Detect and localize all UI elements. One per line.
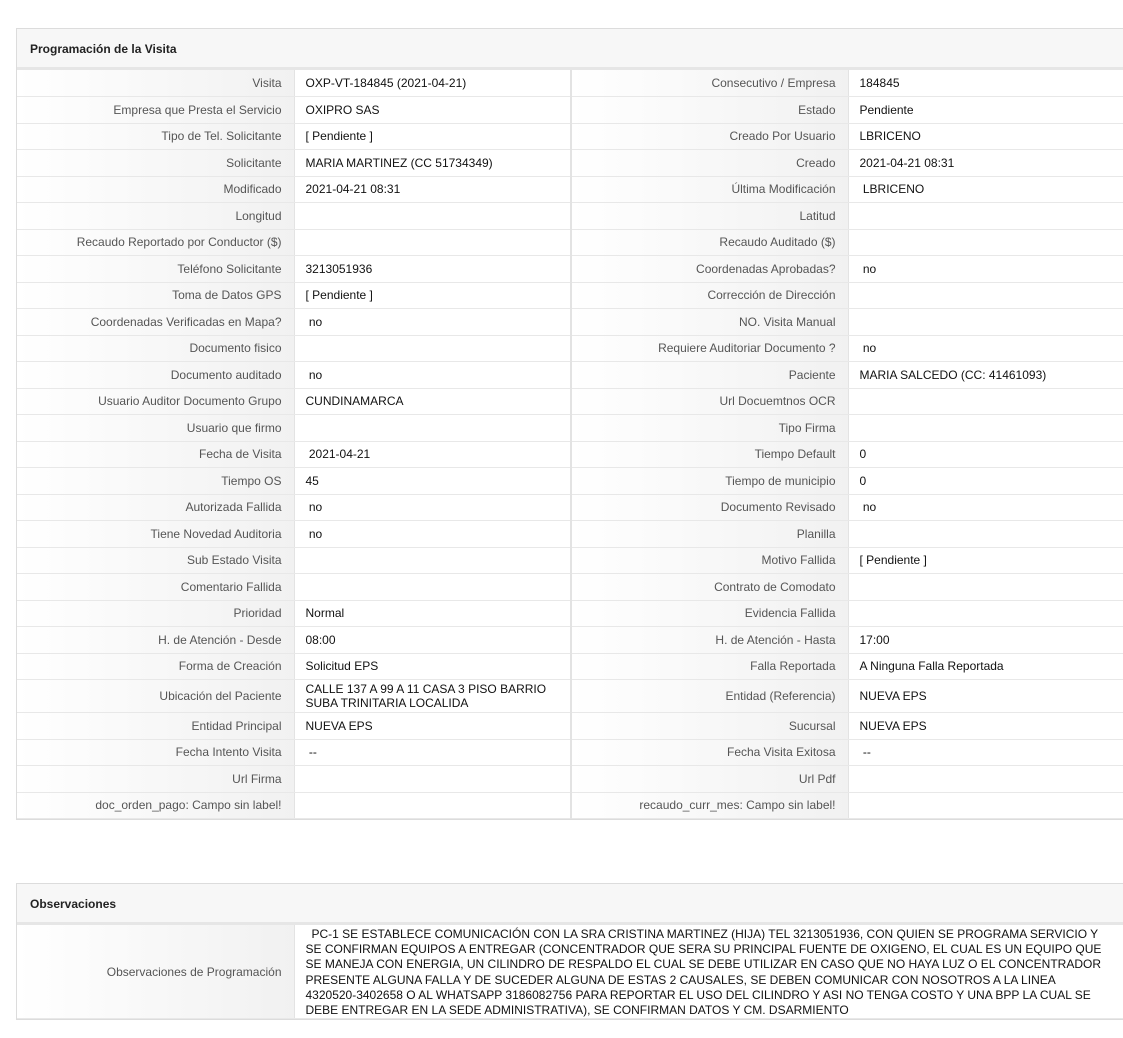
field-label: Motivo Fallida: [571, 547, 848, 574]
field-label: Corrección de Dirección: [571, 282, 848, 309]
field-row: [17, 653, 1123, 680]
field-value: [294, 547, 571, 574]
field-label: Fecha Visita Exitosa: [571, 739, 848, 766]
field-label: Estado: [571, 97, 848, 124]
field-label: Prioridad: [17, 600, 294, 627]
field-row: [17, 282, 1123, 309]
field-value: [848, 282, 1123, 309]
field-value: 0: [848, 441, 1123, 468]
field-label: Usuario que firmo: [17, 415, 294, 442]
field-value: [848, 229, 1123, 256]
field-label: Recaudo Reportado por Conductor ($): [17, 229, 294, 256]
field-label: Modificado: [17, 176, 294, 203]
field-row: [17, 309, 1123, 336]
field-label: Url Pdf: [571, 766, 848, 793]
field-label: Sucursal: [571, 713, 848, 740]
field-label: Forma de Creación: [17, 653, 294, 680]
field-value: no: [848, 335, 1123, 362]
field-label: Usuario Auditor Documento Grupo: [17, 388, 294, 415]
field-label: Tiempo OS: [17, 468, 294, 495]
field-value: [ Pendiente ]: [848, 547, 1123, 574]
field-value: [294, 574, 571, 601]
field-row: [17, 176, 1123, 203]
field-label: Entidad Principal: [17, 713, 294, 740]
field-row: [17, 680, 1123, 713]
field-label: doc_orden_pago: Campo sin label!: [17, 792, 294, 819]
field-value: no: [294, 521, 571, 548]
field-row: [17, 600, 1123, 627]
field-row: [17, 547, 1123, 574]
field-label: Documento auditado: [17, 362, 294, 389]
field-value: LBRICENO: [848, 123, 1123, 150]
field-value: CALLE 137 A 99 A 11 CASA 3 PISO BARRIO SUBA TRINITARIA LOCALIDA: [294, 680, 571, 713]
field-label: Latitud: [571, 203, 848, 230]
field-value: [294, 415, 571, 442]
field-label: Recaudo Auditado ($): [571, 229, 848, 256]
field-row: [17, 574, 1123, 601]
observaciones-label: Observaciones de Programación: [17, 925, 294, 1019]
field-label: Tiene Novedad Auditoria: [17, 521, 294, 548]
field-label: Coordenadas Aprobadas?: [571, 256, 848, 283]
field-row: [17, 335, 1123, 362]
field-row: [17, 521, 1123, 548]
field-value: 17:00: [848, 627, 1123, 654]
field-label: Comentario Fallida: [17, 574, 294, 601]
programacion-table: [17, 70, 1123, 819]
field-label: H. de Atención - Desde: [17, 627, 294, 654]
field-label: Tiempo de municipio: [571, 468, 848, 495]
field-label: Empresa que Presta el Servicio: [17, 97, 294, 124]
field-label: recaudo_curr_mes: Campo sin label!: [571, 792, 848, 819]
field-value: Solicitud EPS: [294, 653, 571, 680]
field-label: Falla Reportada: [571, 653, 848, 680]
observaciones-table: [17, 925, 1123, 1019]
programacion-panel: [16, 28, 1123, 820]
field-label: Toma de Datos GPS: [17, 282, 294, 309]
field-label: Planilla: [571, 521, 848, 548]
field-label: Tipo de Tel. Solicitante: [17, 123, 294, 150]
field-value: [848, 521, 1123, 548]
field-label: Ubicación del Paciente: [17, 680, 294, 713]
field-label: Longitud: [17, 203, 294, 230]
field-row: [17, 150, 1123, 177]
field-label: Creado Por Usuario: [571, 123, 848, 150]
field-value: LBRICENO: [848, 176, 1123, 203]
field-label: Evidencia Fallida: [571, 600, 848, 627]
field-value: --: [294, 739, 571, 766]
observaciones-value: [294, 925, 1123, 1019]
field-value: Pendiente: [848, 97, 1123, 124]
field-value: NUEVA EPS: [848, 713, 1123, 740]
field-label: Teléfono Solicitante: [17, 256, 294, 283]
field-label: Coordenadas Verificadas en Mapa?: [17, 309, 294, 336]
field-row: [17, 415, 1123, 442]
field-value: no: [848, 494, 1123, 521]
field-value: [848, 792, 1123, 819]
field-value: --: [848, 739, 1123, 766]
field-value: 184845: [848, 70, 1123, 97]
field-value: NUEVA EPS: [294, 713, 571, 740]
field-value: 2021-04-21: [294, 441, 571, 468]
observaciones-panel: [16, 883, 1123, 1020]
field-label: Tiempo Default: [571, 441, 848, 468]
field-label: Paciente: [571, 362, 848, 389]
field-value: Normal: [294, 600, 571, 627]
field-label: Creado: [571, 150, 848, 177]
field-value: [848, 600, 1123, 627]
observaciones-title: Observaciones: [17, 884, 1123, 925]
field-value: OXP-VT-184845 (2021-04-21): [294, 70, 571, 97]
field-label: Documento Revisado: [571, 494, 848, 521]
field-label: Requiere Auditoriar Documento ?: [571, 335, 848, 362]
field-label: Visita: [17, 70, 294, 97]
field-value: 2021-04-21 08:31: [294, 176, 571, 203]
field-value: 45: [294, 468, 571, 495]
field-value: [294, 229, 571, 256]
field-row: [17, 627, 1123, 654]
field-value: [294, 203, 571, 230]
field-value: [848, 203, 1123, 230]
field-label: Documento fisico: [17, 335, 294, 362]
field-row: [17, 388, 1123, 415]
field-label: Contrato de Comodato: [571, 574, 848, 601]
field-value: NUEVA EPS: [848, 680, 1123, 713]
field-label: Tipo Firma: [571, 415, 848, 442]
field-value: 3213051936: [294, 256, 571, 283]
field-row: [17, 70, 1123, 97]
field-value: [848, 388, 1123, 415]
field-label: Url Docuemtnos OCR: [571, 388, 848, 415]
field-value: A Ninguna Falla Reportada: [848, 653, 1123, 680]
field-row: [17, 468, 1123, 495]
field-value: MARIA MARTINEZ (CC 51734349): [294, 150, 571, 177]
field-value: OXIPRO SAS: [294, 97, 571, 124]
field-row: [17, 766, 1123, 793]
field-value: [848, 309, 1123, 336]
field-value: 08:00: [294, 627, 571, 654]
field-label: Autorizada Fallida: [17, 494, 294, 521]
field-label: Url Firma: [17, 766, 294, 793]
observaciones-text: PC-1 SE ESTABLECE COMUNICACIÓN CON LA SRA CRISTINA MARTINEZ (HIJA) TEL 3213051936, CON QUIEN SE PROGRAMA SERVICIO Y SE CONFIRMAN EQUIPOS A ENTREGAR (CONCENTRADOR QUE SERA SU PRINCIPAL FUENTE DE OXIGENO, EL CUAL ES UN EQUIPO QUE SE MANEJA CON ENERGIA, UN CILINDRO DE RESPALDO EL CUAL SE DEBE UTILIZAR EN CASO QUE NO HAYA LUZ O EL CONCENTRADOR PRESENTE ALGUNA FALLA Y DE SUCEDER ALGUNA DE ESTAS 2 CAUSALES, SE DEBEN COMUNICAR CON NOSOTROS A LA LINEA 4320520-3402658 O AL WHATSAPP 3186082756 PARA REPORTAR EL USO DEL CILINDRO Y ASI NO TENGA COSTO Y UNA BPP LA CUAL SE DEBE ENTREGAR EN LA SEDE ADMINISTRATIVA), SE CONFIRMAN DATOS Y CM. DSARMIENTO: [305, 927, 1102, 1018]
field-label: Sub Estado Visita: [17, 547, 294, 574]
field-row: [17, 203, 1123, 230]
field-label: Última Modificación: [571, 176, 848, 203]
field-value: [848, 766, 1123, 793]
field-label: Consecutivo / Empresa: [571, 70, 848, 97]
field-row: [17, 792, 1123, 819]
field-value: [848, 415, 1123, 442]
field-value: [ Pendiente ]: [294, 282, 571, 309]
field-value: [294, 335, 571, 362]
field-label: H. de Atención - Hasta: [571, 627, 848, 654]
field-label: NO. Visita Manual: [571, 309, 848, 336]
field-value: [294, 792, 571, 819]
field-row: [17, 494, 1123, 521]
field-label: Entidad (Referencia): [571, 680, 848, 713]
field-value: no: [294, 494, 571, 521]
field-row: [17, 229, 1123, 256]
field-value: CUNDINAMARCA: [294, 388, 571, 415]
field-value: MARIA SALCEDO (CC: 41461093): [848, 362, 1123, 389]
field-row: [17, 362, 1123, 389]
field-row: [17, 123, 1123, 150]
field-value: [848, 574, 1123, 601]
field-row: [17, 441, 1123, 468]
field-row: [17, 713, 1123, 740]
observaciones-row: [17, 925, 1123, 1019]
field-value: no: [294, 309, 571, 336]
field-value: no: [848, 256, 1123, 283]
programacion-title: Programación de la Visita: [17, 29, 1123, 70]
field-value: [294, 766, 571, 793]
field-value: no: [294, 362, 571, 389]
field-row: [17, 97, 1123, 124]
field-value: 0: [848, 468, 1123, 495]
field-row: [17, 739, 1123, 766]
field-label: Solicitante: [17, 150, 294, 177]
field-value: [ Pendiente ]: [294, 123, 571, 150]
field-row: [17, 256, 1123, 283]
field-label: Fecha de Visita: [17, 441, 294, 468]
field-value: 2021-04-21 08:31: [848, 150, 1123, 177]
field-label: Fecha Intento Visita: [17, 739, 294, 766]
